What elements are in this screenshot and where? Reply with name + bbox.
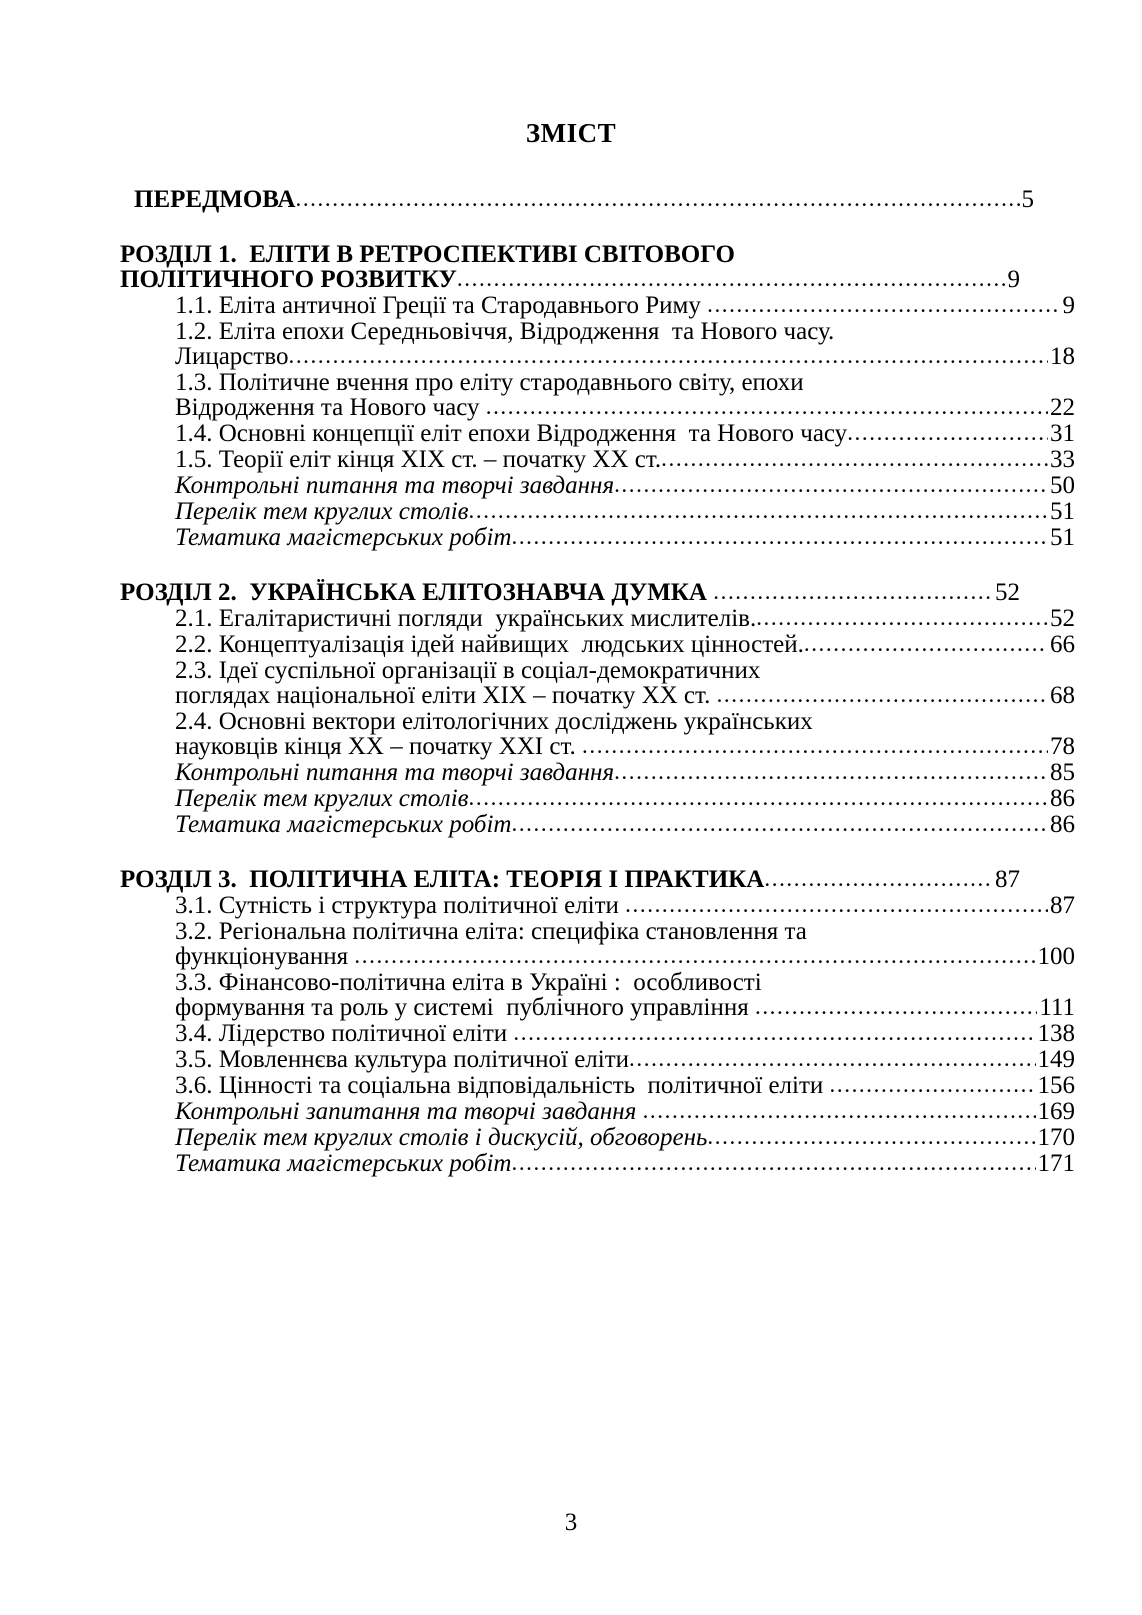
toc-entry-line[interactable] xyxy=(120,473,1075,498)
toc-page-number: 31 xyxy=(1050,420,1075,447)
toc-entry-title-line: 2.4. Основні вектори елітологічних досліджень українських xyxy=(175,708,813,735)
toc-entry-line[interactable] xyxy=(120,1047,1075,1072)
toc-page-number: 169 xyxy=(1037,1098,1075,1125)
toc-entry-line[interactable] xyxy=(120,1151,1075,1176)
toc-entry[interactable] xyxy=(120,605,1075,632)
dot-leader xyxy=(830,1073,1036,1096)
toc-entry-title: Лицарство xyxy=(175,343,289,370)
dot-leader xyxy=(511,1151,1035,1174)
toc-entry-title: Перелік тем круглих столів xyxy=(175,498,469,525)
toc-entry-line[interactable] xyxy=(120,525,1075,550)
toc-entry[interactable] xyxy=(120,1046,1075,1073)
toc-entry-line[interactable] xyxy=(120,683,1075,708)
dot-leader xyxy=(804,632,1048,655)
toc-entry[interactable] xyxy=(120,892,1075,919)
toc-page-number: 52 xyxy=(995,579,1020,606)
toc-entry-title: Перелік тем круглих столів і дискусій, обговорень xyxy=(175,1124,708,1151)
toc-entry[interactable] xyxy=(120,708,1075,760)
dot-leader xyxy=(625,893,1048,916)
toc-entry[interactable] xyxy=(120,657,1075,709)
toc-entry-line[interactable] xyxy=(120,1099,1075,1124)
toc-page-number: 100 xyxy=(1037,943,1075,970)
toc-entry-title: Тематика магістерських робіт xyxy=(175,1150,512,1177)
toc-entry-title: науковців кінця ХХ – початку ХХI ст. xyxy=(175,733,583,760)
toc-entry-line[interactable] xyxy=(120,944,1075,969)
toc-entry-line[interactable] xyxy=(120,1021,1075,1046)
toc-page-number: 85 xyxy=(1050,759,1075,786)
toc-entry-title: 2.2. Концептуалізація ідей найвищих людських цінностей. xyxy=(175,631,804,658)
toc-entry-title-line: 3.2. Регіональна політична еліта: специфіка становлення та xyxy=(175,918,807,945)
toc-page-number: 156 xyxy=(1037,1072,1075,1099)
toc-entry-title: Контрольні питання та творчі завдання xyxy=(175,472,615,499)
dot-leader xyxy=(713,580,993,603)
dot-leader xyxy=(469,786,1048,809)
toc-page-number: 50 xyxy=(1050,472,1075,499)
dot-leader xyxy=(614,760,1048,783)
toc-entry-line[interactable] xyxy=(120,447,1075,472)
toc-entry-title-line: 2.3. Ідеї суспільної організації в соціал-демократичних xyxy=(175,657,761,684)
dot-leader xyxy=(707,1125,1035,1148)
toc-entry[interactable] xyxy=(120,918,1075,970)
toc-entry-line[interactable] xyxy=(120,344,1075,369)
toc-entry-title: ПЕРЕДМОВА xyxy=(134,186,296,213)
toc-entry-title: 3.6. Цінності та соціальна відповідальність політичної еліти xyxy=(175,1072,830,1099)
toc-entry-title-line: РОЗДІЛ 1. ЕЛІТИ В РЕТРОСПЕКТИВІ СВІТОВОГО xyxy=(120,241,735,268)
toc-page-number: 66 xyxy=(1050,631,1075,658)
toc-page-number: 9 xyxy=(1007,266,1020,293)
toc-entry[interactable] xyxy=(120,811,1075,838)
dot-leader xyxy=(511,525,1048,548)
toc-entry[interactable] xyxy=(120,498,1075,525)
toc-page-number: 111 xyxy=(1039,994,1075,1021)
dot-leader xyxy=(717,683,1048,706)
toc-entry-title-line: 3.3. Фінансово-політична еліта в Україні : особливості xyxy=(175,969,762,996)
toc-entry[interactable] xyxy=(120,631,1075,658)
dot-leader xyxy=(582,734,1048,757)
toc-entry-line[interactable] xyxy=(120,395,1075,420)
dot-leader xyxy=(707,293,1060,316)
toc-page-number: 52 xyxy=(1050,605,1075,632)
toc-entry-title: Контрольні питання та творчі завдання xyxy=(175,759,615,786)
dot-leader xyxy=(629,1047,1035,1070)
toc-entry[interactable] xyxy=(120,1124,1075,1151)
toc-entry-title: 2.1. Егалітаристичні погляди українських мислителів. xyxy=(175,605,757,632)
toc-entry-title: функціонування xyxy=(175,943,355,970)
toc-entry-title: Перелік тем круглих столів xyxy=(175,785,469,812)
toc-entry-title: Відродження та Нового часу xyxy=(175,394,486,421)
toc-entry-line[interactable] xyxy=(120,995,1075,1020)
toc-entry-line[interactable] xyxy=(120,632,1075,657)
toc-entry-title-line: 1.2. Еліта епохи Середньовіччя, Відродження та Нового часу. xyxy=(175,318,835,345)
dot-leader xyxy=(755,995,1037,1018)
toc-entry-title: РОЗДІЛ 2. УКРАЇНСЬКА ЕЛІТОЗНАВЧА ДУМКА xyxy=(120,579,714,606)
toc-entry[interactable] xyxy=(120,580,1020,605)
toc-entry-title-line: 1.3. Політичне вчення про еліту стародавнього світу, епохи xyxy=(175,369,804,396)
toc-entry[interactable] xyxy=(120,318,1075,370)
toc-page-number: 149 xyxy=(1037,1046,1075,1073)
toc-entry-line[interactable] xyxy=(120,893,1075,918)
toc-entry-line[interactable] xyxy=(120,187,1034,212)
dot-leader xyxy=(511,812,1048,835)
toc-entry-line[interactable] xyxy=(120,499,1075,524)
toc-page-number: 86 xyxy=(1050,785,1075,812)
toc-entry[interactable] xyxy=(120,1098,1075,1125)
toc-entry[interactable] xyxy=(120,759,1075,786)
dot-leader xyxy=(457,267,1006,290)
toc-page-number: 87 xyxy=(1050,892,1075,919)
toc-entry-title: Тематика магістерських робіт xyxy=(175,811,512,838)
dot-leader xyxy=(513,1021,1035,1044)
toc-entry[interactable] xyxy=(120,969,1075,1021)
dot-leader xyxy=(288,344,1048,367)
toc-entry-title: 3.1. Сутність і структура політичної еліти xyxy=(175,892,626,919)
toc-page-number: 86 xyxy=(1050,811,1075,838)
toc-entry[interactable] xyxy=(120,524,1075,551)
toc-entry-line[interactable] xyxy=(120,867,1020,892)
toc-entry-line[interactable] xyxy=(120,760,1075,785)
toc-entry-line[interactable] xyxy=(120,786,1075,811)
toc-entry-line[interactable] xyxy=(120,580,1020,605)
toc-entry[interactable] xyxy=(120,1020,1075,1047)
toc-page-number: 87 xyxy=(995,866,1020,893)
toc-entry-title: Контрольні запитання та творчі завдання xyxy=(175,1098,643,1125)
toc-entry-title: формування та роль у системі публічного управління xyxy=(175,994,755,1021)
toc-page-number: 138 xyxy=(1037,1020,1075,1047)
toc-entry-line[interactable] xyxy=(120,1125,1075,1150)
toc-entry[interactable] xyxy=(120,472,1075,499)
toc-entry[interactable] xyxy=(120,1072,1075,1099)
toc-entry-title: 1.1. Еліта античної Греції та Стародавнього Риму xyxy=(175,292,708,319)
toc-entry-line[interactable] xyxy=(120,812,1075,837)
toc-entry-title: 1.5. Теорії еліт кінця XIX ст. – початку XX ст. xyxy=(175,446,662,473)
dot-leader xyxy=(661,447,1048,470)
toc-entry-title: Тематика магістерських робіт xyxy=(175,524,512,551)
toc-entry[interactable] xyxy=(120,242,1020,292)
toc-page-number: 171 xyxy=(1037,1150,1075,1177)
toc-entry-line[interactable] xyxy=(120,267,1020,292)
dot-leader xyxy=(643,1099,1036,1122)
toc-entry-title: 3.5. Мовленнєва культура політичної еліти xyxy=(175,1046,630,1073)
toc-entry[interactable] xyxy=(120,446,1075,473)
toc-entry-title: поглядах національної еліти ХIХ – початку ХХ ст. xyxy=(175,682,717,709)
dot-leader xyxy=(295,187,1019,210)
toc-entry[interactable] xyxy=(120,1150,1075,1177)
toc-entry-title: 3.4. Лідерство політичної еліти xyxy=(175,1020,514,1047)
toc-entry-line[interactable] xyxy=(120,606,1075,631)
toc-entry[interactable] xyxy=(120,867,1020,892)
toc-page-number: 5 xyxy=(1021,186,1034,213)
toc-entry[interactable] xyxy=(120,186,1034,213)
dot-leader xyxy=(847,421,1048,444)
toc-entry-line[interactable] xyxy=(120,421,1075,446)
table-of-contents xyxy=(0,187,1142,1176)
toc-entry-title: РОЗДІЛ 3. ПОЛІТИЧНА ЕЛІТА: ТЕОРІЯ І ПРАКТИКА xyxy=(120,866,765,893)
page-title: ЗМІСТ xyxy=(525,118,617,148)
toc-page-number: 68 xyxy=(1050,682,1075,709)
toc-entry[interactable] xyxy=(120,292,1075,319)
toc-entry[interactable] xyxy=(120,369,1075,421)
toc-page-number: 9 xyxy=(1062,292,1075,319)
toc-entry-line[interactable] xyxy=(120,293,1075,318)
toc-page-number: 78 xyxy=(1050,733,1075,760)
dot-leader xyxy=(354,944,1035,967)
dot-leader xyxy=(764,867,993,890)
toc-entry-line[interactable] xyxy=(120,734,1075,759)
toc-page-number: 51 xyxy=(1050,524,1075,551)
toc-entry[interactable] xyxy=(120,785,1075,812)
dot-leader xyxy=(756,606,1048,629)
toc-entry-title: ПОЛІТИЧНОГО РОЗВИТКУ xyxy=(120,266,457,293)
dot-leader xyxy=(614,473,1048,496)
toc-page-number: 18 xyxy=(1050,343,1075,370)
toc-entry[interactable] xyxy=(120,420,1075,447)
toc-page-number: 170 xyxy=(1037,1124,1075,1151)
toc-page-number: 33 xyxy=(1050,446,1075,473)
dot-leader xyxy=(469,499,1048,522)
toc-entry-title: 1.4. Основні концепції еліт епохи Відродження та Нового часу xyxy=(175,420,848,447)
footer-page-number: 3 xyxy=(564,1509,578,1536)
dot-leader xyxy=(486,395,1048,418)
toc-page-number: 22 xyxy=(1050,394,1075,421)
toc-page-number: 51 xyxy=(1050,498,1075,525)
toc-entry-line[interactable] xyxy=(120,1073,1075,1098)
